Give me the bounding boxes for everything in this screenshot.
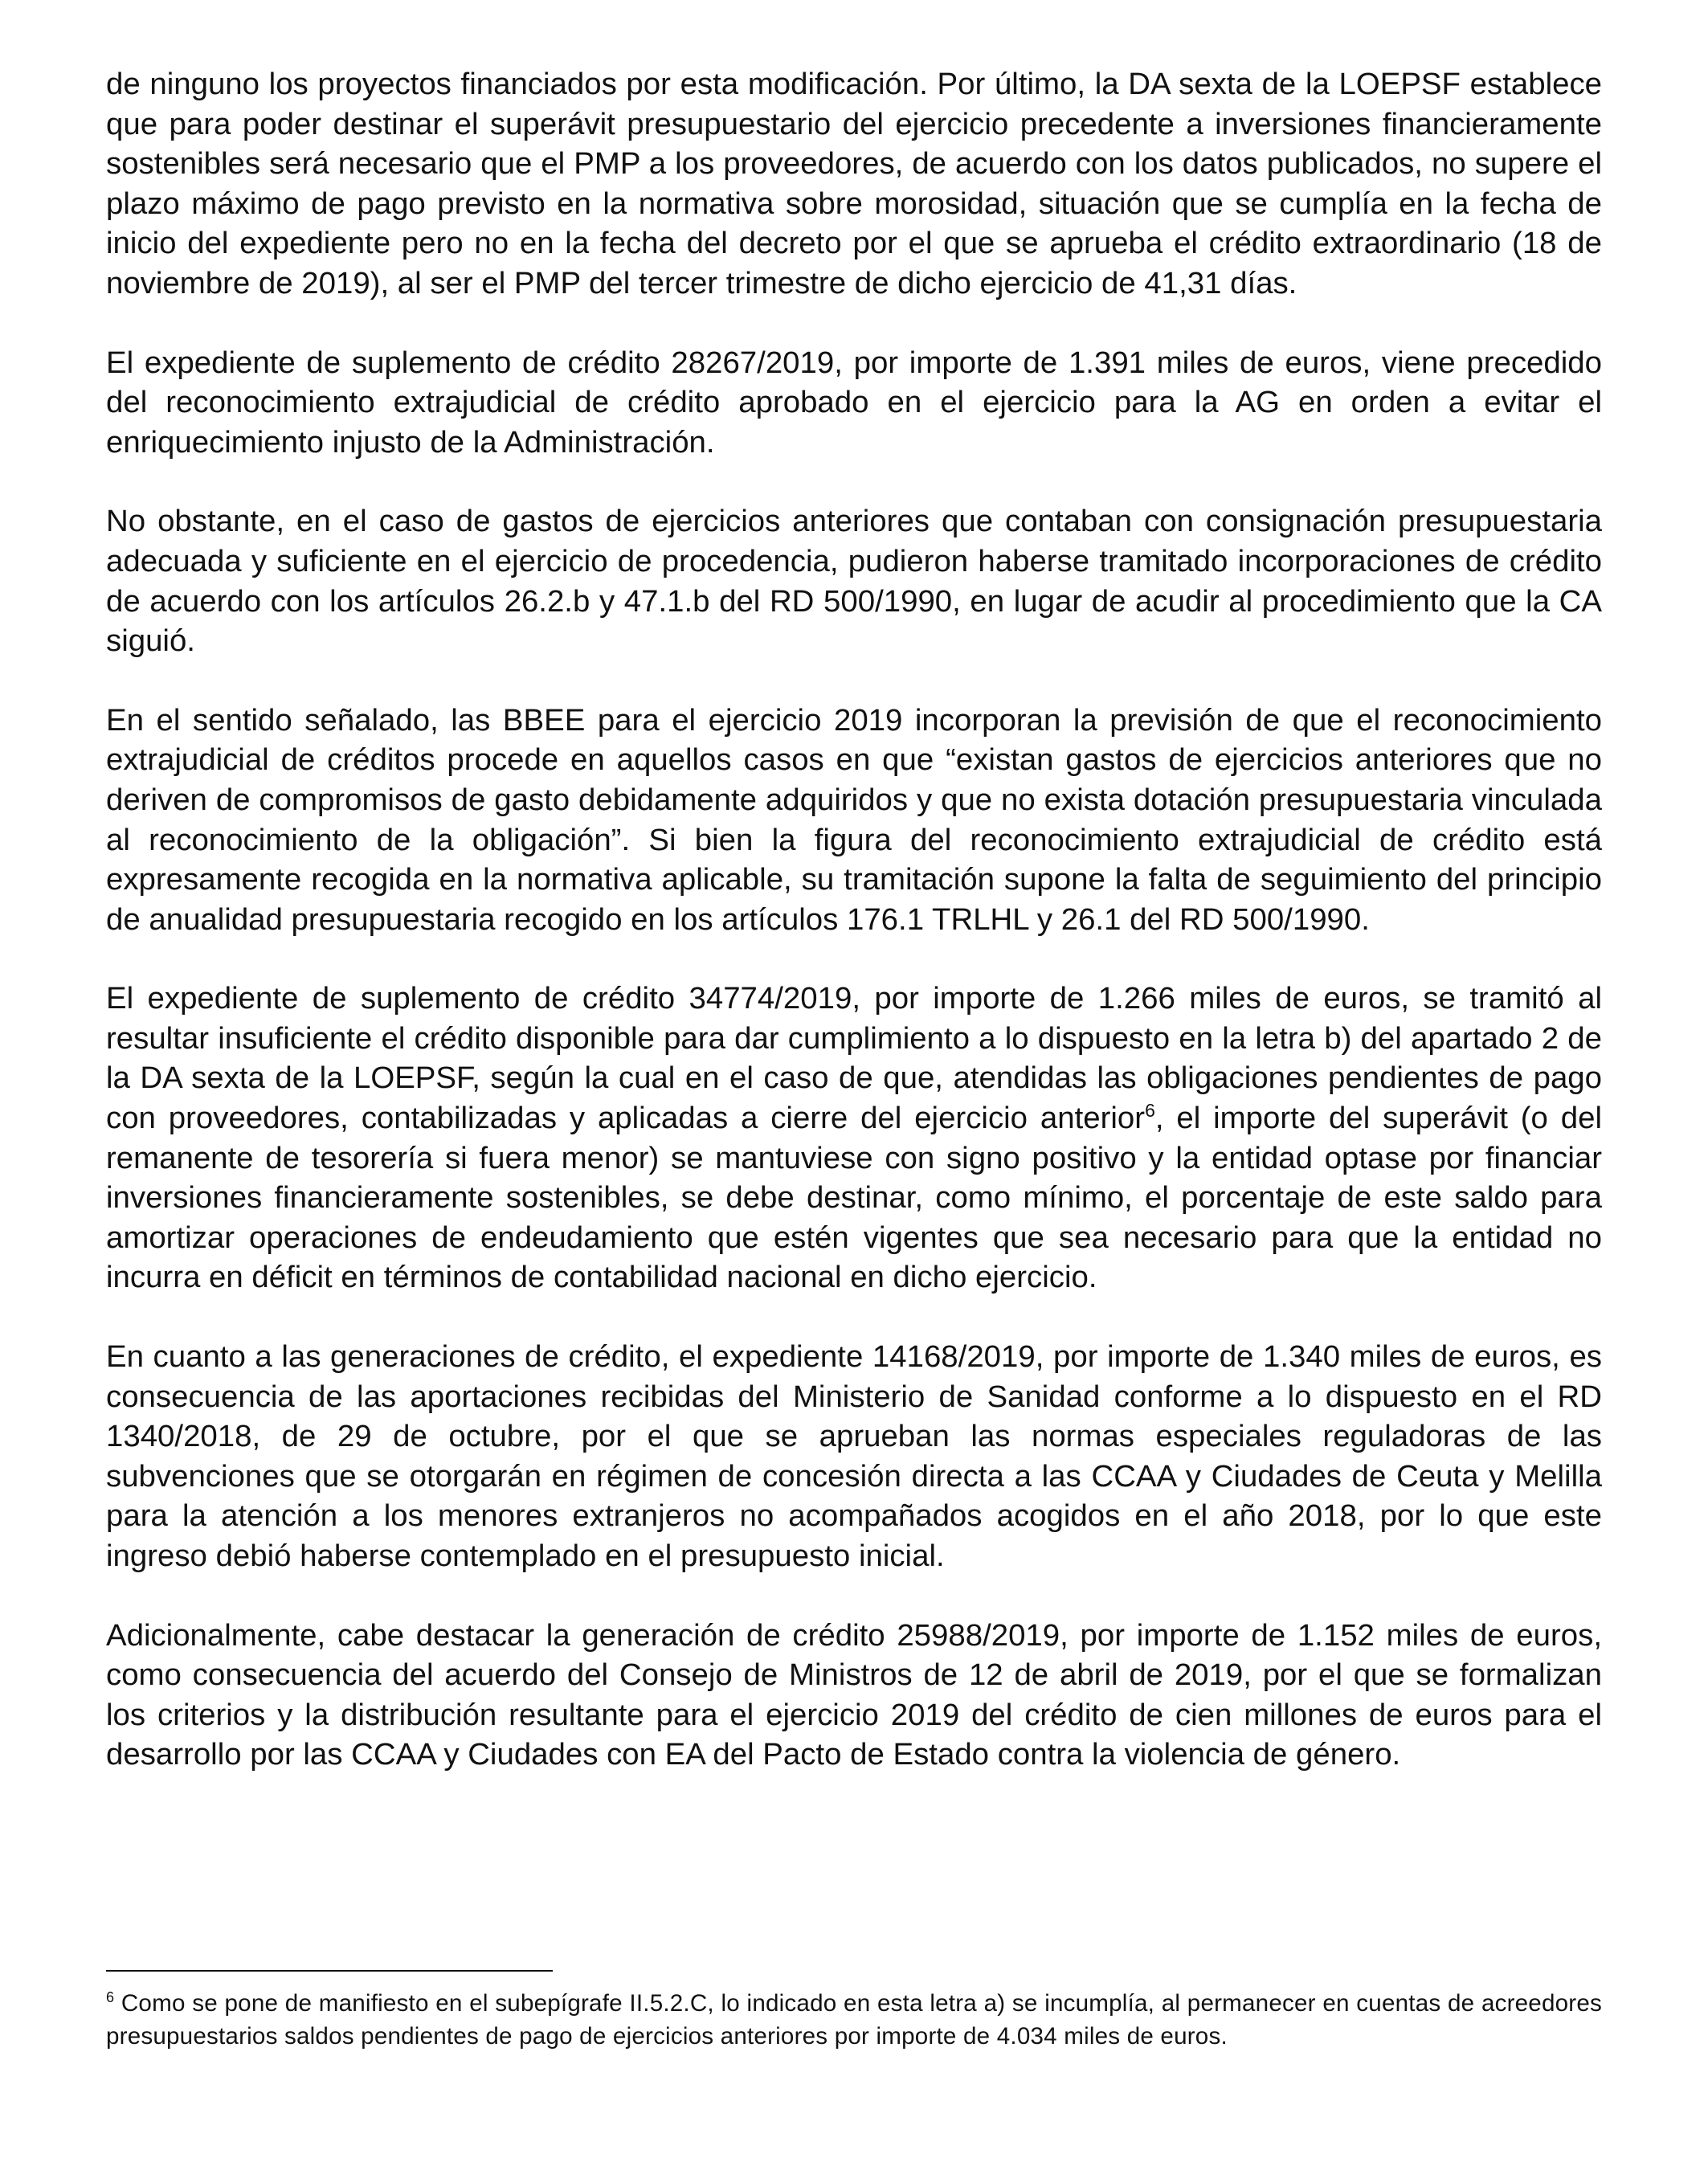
paragraph-generacion-14168: En cuanto a las generaciones de crédito, el expediente 14168/2019, por importe de 1.340 miles de euros, es consecuencia de las aportaciones recibidas del Ministerio de Sanidad conforme a lo dispuesto en el RD 1340/2018, de 29 de octubre, por el que se aprueban las normas especiales reguladoras de las subvenciones que se otorgarán en régimen de concesión directa a las CCAA y Ciudades de Ceuta y Melilla para la atención a los menores extranjeros no acompañados acogidos en el año 2018, por lo que este ingreso debió haberse contemplado en el presupuesto inicial. bbox=[106, 1339, 1602, 1573]
paragraph-text-before-note: El expediente de suplemento de crédito 34774/2019, por importe de 1.266 miles de euros, se tramitó al resultar insuficiente el crédito disponible para dar cumplimiento a lo dispuesto en la letra b) del apartado 2 de la DA sexta de la LOEPSF, según la cual en el caso de que, atendidas las obligaciones pendientes de pago con proveedores, contabilizadas y aplicadas a cierre del ejercicio anterior bbox=[106, 981, 1602, 1136]
paragraph-suplemento-34774 bbox=[106, 979, 1602, 1298]
footnote-divider bbox=[106, 1970, 553, 1972]
paragraph-generacion-25988: Adicionalmente, cabe destacar la generación de crédito 25988/2019, por importe de 1.152 miles de euros, como consecuencia del acuerdo del Consejo de Ministros de 12 de abril de 2019, por el que se formalizan los criterios y la distribución resultante para el ejercicio 2019 del crédito de cien millones de euros para el desarrollo por las CCAA y Ciudades con EA del Pacto de Estado contra la violencia de género. bbox=[106, 1617, 1602, 1772]
paragraph-pmp-superavit: de ninguno los proyectos financiados por esta modificación. Por último, la DA sexta de la LOEPSF establece que para poder destinar el superávit presupuestario del ejercicio precedente a inversiones financieramente sostenibles será necesario que el PMP a los proveedores, de acuerdo con los datos publicados, no supere el plazo máximo de pago previsto en la normativa sobre morosidad, situación que se cumplía en la fecha de inicio del expediente pero no en la fecha del decreto por el que se aprueba el crédito extraordinario (18 de noviembre de 2019), al ser el PMP del tercer trimestre de dicho ejercicio de 41,31 días. bbox=[106, 67, 1602, 300]
paragraph-reconocimiento-extrajudicial: En el sentido señalado, las BBEE para el ejercicio 2019 incorporan la previsión de que el reconocimiento extrajudicial de créditos procede en aquellos casos en que “existan gastos de ejercicios anteriores que no deriven de compromisos de gasto debidamente adquiridos y que no exista dotación presupuestaria vinculada al reconocimiento de la obligación”. Si bien la figura del reconocimiento extrajudicial de crédito está expresamente recogida en la normativa aplicable, su tramitación supone la falta de seguimiento del principio de anualidad presupuestaria recogido en los artículos 176.1 TRLHL y 26.1 del RD 500/1990. bbox=[106, 702, 1602, 937]
footnote-number: 6 bbox=[106, 1989, 115, 2006]
paragraph-suplemento-28267: El expediente de suplemento de crédito 28267/2019, por importe de 1.391 miles de euros, viene precedido del reconocimiento extrajudicial de crédito aprobado en el ejercicio para la AG en orden a evitar el enriquecimiento injusto de la Administración. bbox=[106, 345, 1602, 460]
footnote-text: Como se pone de manifiesto en el subepígrafe II.5.2.C, lo indicado en esta letra a) se incumplía, al permanecer en cuentas de acreedores presupuestarios saldos pendientes de pago de ejercicios anteriores por importe de 4.034 miles de euros. bbox=[106, 1990, 1602, 2050]
body-text bbox=[106, 64, 1602, 1814]
footnote bbox=[106, 1988, 1602, 2054]
paragraph-text-after-note: , el importe del superávit (o del remanente de tesorería si fuera menor) se mantuviese con signo positivo y la entidad optase por financiar inversiones financieramente sostenibles, se debe destinar, como mínimo, el porcentaje de este saldo para amortizar operaciones de endeudamiento que estén vigentes que sea necesario para que la entidad no incurra en déficit en términos de contabilidad nacional en dicho ejercicio. bbox=[106, 1101, 1603, 1295]
footnote-reference: 6 bbox=[1145, 1100, 1155, 1122]
paragraph-incorporaciones-credito: No obstante, en el caso de gastos de ejercicios anteriores que contaban con consignación presupuestaria adecuada y suficiente en el ejercicio de procedencia, pudieron haberse tramitado incorporaciones de crédito de acuerdo con los artículos 26.2.b y 47.1.b del RD 500/1990, en lugar de acudir al procedimiento que la CA siguió. bbox=[106, 504, 1602, 659]
